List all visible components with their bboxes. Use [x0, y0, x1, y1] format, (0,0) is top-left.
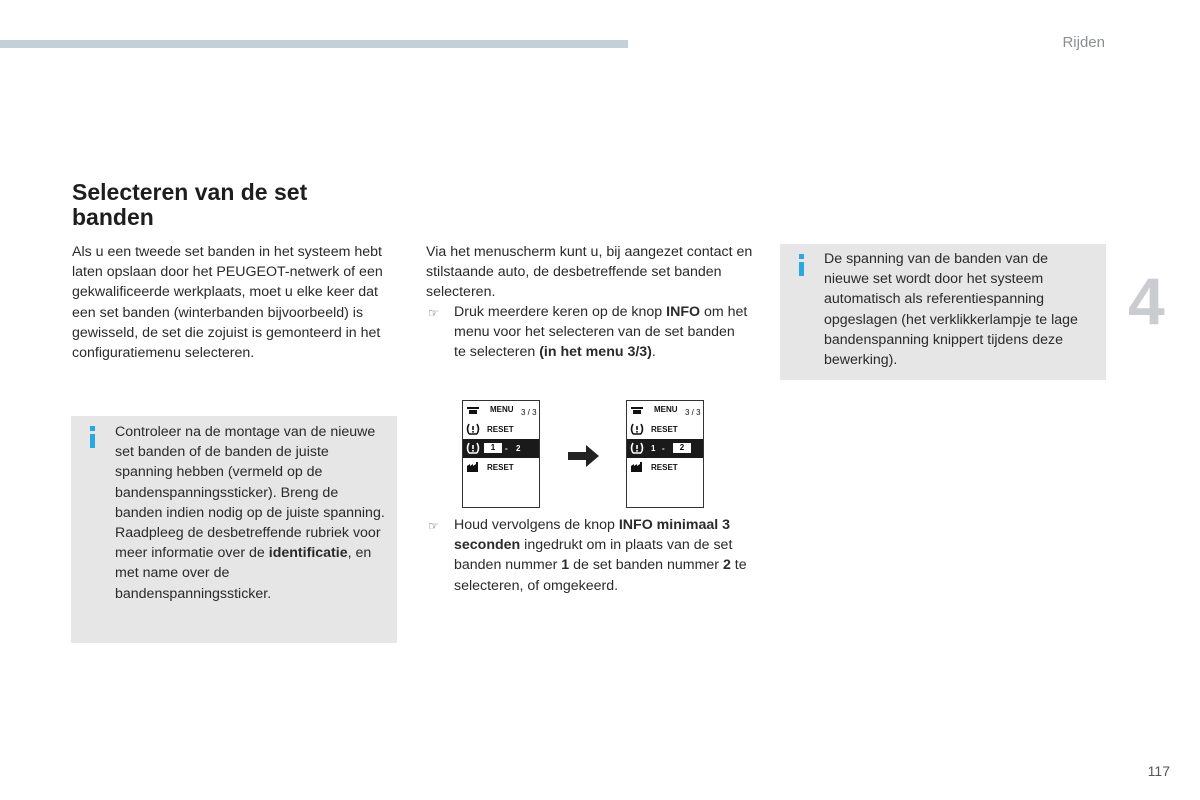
tyre-pressure-icon [466, 423, 480, 435]
step-1-text: Druk meerdere keren op de knop INFO om het menu voor het selecteren van de set banden te selecteren (in het menu 3/3). [454, 304, 748, 361]
menu-row: MENU 3 / 3 [463, 401, 539, 420]
section-label: Rijden [1062, 34, 1105, 51]
display-screen-after [626, 400, 704, 508]
info-paragraph-1: Controleer na de montage van de nieuwe set banden of de banden de juiste spanning hebben (vermeld op de bandenspanningssticker). Breng de banden indien nodig op de juiste spanning. [115, 424, 385, 521]
display-screen-before [462, 400, 540, 508]
set-2-selected: 2 [673, 443, 691, 453]
info-icon [90, 434, 95, 448]
menu-row: MENU 3 / 3 [627, 401, 703, 420]
top-color-bar [0, 40, 628, 48]
info-box-left [71, 416, 397, 643]
page-number: 117 [1147, 763, 1170, 779]
bullet-icon: ☞ [428, 306, 439, 320]
info-box-right [780, 244, 1106, 380]
tyre-pressure-icon [630, 423, 644, 435]
factory-reset-row: RESET [463, 458, 539, 477]
tyre-pressure-icon [630, 442, 644, 454]
info-icon [799, 262, 804, 276]
factory-reset-row: RESET [627, 458, 703, 477]
page-title: Selecteren van de set banden [72, 179, 308, 230]
chapter-number: 4 [1128, 264, 1165, 338]
step-2-text: Houd vervolgens de knop INFO minimaal 3 seconden ingedrukt om in plaats van de set banden nummer 1 de set banden nummer 2 te selecteren, of omgekeerd. [454, 517, 747, 594]
tyre-pressure-icon [466, 442, 480, 454]
intro-paragraph: Als u een tweede set banden in het systeem hebt laten opslaan door het PEUGEOT-netwerk of een gekwalificeerde werkplaats, moet u elke keer dat een set banden (winterbanden bijvoorbeeld) is gewisseld, de set die zojuist is gemonteerd in het configuratiemenu selecteren. [72, 244, 383, 362]
set-select-row: 1 - 2 [463, 439, 539, 458]
menu-icon [466, 404, 480, 416]
factory-icon [466, 461, 480, 473]
bullet-icon: ☞ [428, 519, 439, 533]
menu-intro-paragraph: Via het menuscherm kunt u, bij aangezet contact en stilstaande auto, de desbetreffende set banden selecteren. [426, 244, 753, 301]
info-paragraph-2: Raadpleeg de desbetreffende rubriek voor meer informatie over de identificatie, en met name over de bandenspanningssticker. [115, 525, 381, 602]
reset-row: RESET [627, 420, 703, 439]
arrow-right-icon [568, 444, 600, 468]
factory-icon [630, 461, 644, 473]
set-select-row: 1 - 2 [627, 439, 703, 458]
reset-row: RESET [463, 420, 539, 439]
set-1-selected: 1 [484, 443, 502, 453]
info-right-text: De spanning van de banden van de nieuwe set wordt door het systeem automatisch als referentiespanning opgeslagen (het verklikkerlampje te lage bandenspanning knippert tijdens deze bewerking). [824, 251, 1078, 369]
menu-icon [630, 404, 644, 416]
